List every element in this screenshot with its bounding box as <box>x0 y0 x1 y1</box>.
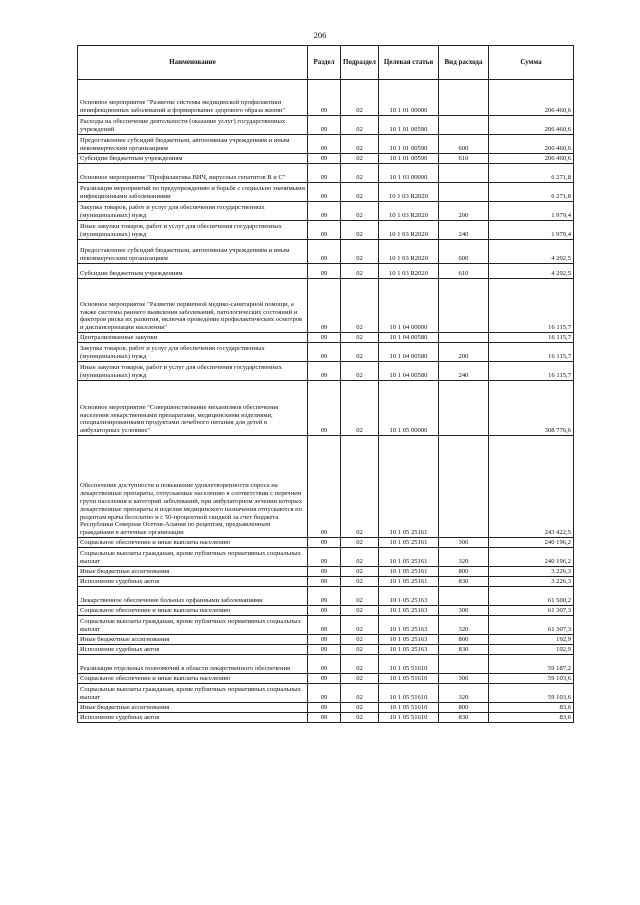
row-name: Социальные выплаты гражданам, кроме публичных нормативных социальных выплат <box>78 548 308 567</box>
row-amount: 240 196,2 <box>489 538 574 548</box>
row-section: 09 <box>308 587 341 606</box>
row-name: Обеспечение доступности и повышение удовлетворенности спроса на лекарственные препараты, отпускаемые населению в соответствии с перечнем групп населения и категорий заболеваний, при амбулаторном лечении которых лекарственные препараты и изделия медицинского назначения отпускаются по рецептам врача бесплатно и с 50-процентной скидкой за счет бюджета Республики Северная Осетия-Алания по рецептам, предъявленным гражданами в аптечные организации <box>78 436 308 538</box>
row-section: 09 <box>308 116 341 135</box>
row-subsection: 02 <box>341 684 379 703</box>
table-row <box>78 154 574 164</box>
row-name: Основное мероприятие "Развитие первичной медико-санитарной помощи, а также системы раннего выявления заболеваний, патологических состояний и факторов риска их развития, включая проведение профилактических осмотров и диспансеризации населения" <box>78 279 308 333</box>
row-section: 09 <box>308 635 341 645</box>
row-exp-type <box>439 279 489 333</box>
row-amount: 3 226,3 <box>489 567 574 577</box>
row-target: 10 1 05 25161 <box>379 567 439 577</box>
table-row <box>78 713 574 723</box>
table-row <box>78 635 574 645</box>
row-exp-type: 800 <box>439 635 489 645</box>
row-exp-type: 320 <box>439 548 489 567</box>
header-section: Раздел <box>308 46 341 80</box>
row-name: Иные закупки товаров, работ и услуг для обеспечения государственных (муниципальных) нужд <box>78 221 308 240</box>
table-row <box>78 183 574 202</box>
row-section: 09 <box>308 164 341 183</box>
row-section: 09 <box>308 333 341 343</box>
row-exp-type <box>439 436 489 538</box>
row-section: 09 <box>308 436 341 538</box>
row-section: 09 <box>308 202 341 221</box>
row-subsection: 02 <box>341 183 379 202</box>
page-number: 206 <box>313 30 327 40</box>
row-target: 10 1 04 00000 <box>379 279 439 333</box>
row-amount: 240 196,2 <box>489 548 574 567</box>
row-exp-type: 600 <box>439 135 489 154</box>
row-exp-type <box>439 183 489 202</box>
row-amount: 83,6 <box>489 703 574 713</box>
row-subsection: 02 <box>341 635 379 645</box>
row-section: 09 <box>308 183 341 202</box>
row-section: 09 <box>308 645 341 655</box>
row-exp-type: 830 <box>439 645 489 655</box>
row-name: Реализация отдельных полномочий в области лекарственного обеспечения <box>78 655 308 674</box>
row-exp-type: 320 <box>439 616 489 635</box>
table-row <box>78 684 574 703</box>
table-row <box>78 674 574 684</box>
table-row <box>78 221 574 240</box>
table-row <box>78 279 574 333</box>
row-subsection: 02 <box>341 221 379 240</box>
row-name: Социальное обеспечение и иные выплаты населению <box>78 538 308 548</box>
row-amount: 192,9 <box>489 645 574 655</box>
table-row <box>78 587 574 606</box>
row-target: 10 1 05 25161 <box>379 436 439 538</box>
header-subsection: Подраздел <box>341 46 379 80</box>
row-amount: 16 115,7 <box>489 343 574 362</box>
row-exp-type <box>439 381 489 436</box>
row-target: 10 1 03 R2020 <box>379 221 439 240</box>
table-row <box>78 538 574 548</box>
row-target: 10 1 05 51610 <box>379 703 439 713</box>
row-name: Исполнение судебных актов <box>78 645 308 655</box>
header-name: Наименование <box>78 46 308 80</box>
row-subsection: 02 <box>341 264 379 279</box>
table-row <box>78 655 574 674</box>
row-amount: 16 115,7 <box>489 279 574 333</box>
row-subsection: 02 <box>341 279 379 333</box>
table-row <box>78 548 574 567</box>
row-amount: 3 226,3 <box>489 577 574 587</box>
row-target: 10 1 04 00580 <box>379 343 439 362</box>
row-exp-type: 610 <box>439 264 489 279</box>
row-section: 09 <box>308 221 341 240</box>
row-target: 10 1 05 51610 <box>379 684 439 703</box>
row-amount: 61 500,2 <box>489 587 574 606</box>
row-exp-type: 600 <box>439 240 489 264</box>
row-exp-type <box>439 80 489 116</box>
table-row <box>78 703 574 713</box>
row-exp-type: 610 <box>439 154 489 164</box>
row-exp-type: 240 <box>439 221 489 240</box>
row-name: Централизованные закупки <box>78 333 308 343</box>
row-target: 10 1 05 51610 <box>379 713 439 723</box>
table-row <box>78 436 574 538</box>
row-section: 09 <box>308 616 341 635</box>
row-subsection: 02 <box>341 436 379 538</box>
row-name: Субсидии бюджетным учреждениям <box>78 264 308 279</box>
row-name: Иные бюджетные ассигнования <box>78 567 308 577</box>
row-target: 10 1 01 00590 <box>379 135 439 154</box>
row-subsection: 02 <box>341 164 379 183</box>
table-row <box>78 567 574 577</box>
row-target: 10 1 05 25161 <box>379 548 439 567</box>
row-amount: 1 979,4 <box>489 202 574 221</box>
row-subsection: 02 <box>341 655 379 674</box>
budget-table <box>77 45 574 723</box>
row-name: Предоставление субсидий бюджетным, автономным учреждениям и иным некоммерческим организациям <box>78 135 308 154</box>
row-subsection: 02 <box>341 240 379 264</box>
row-amount: 4 292,5 <box>489 240 574 264</box>
row-section: 09 <box>308 674 341 684</box>
row-name: Социальные выплаты гражданам, кроме публичных нормативных социальных выплат <box>78 684 308 703</box>
row-subsection: 02 <box>341 548 379 567</box>
row-target: 10 1 03 R2020 <box>379 183 439 202</box>
row-exp-type: 200 <box>439 343 489 362</box>
row-section: 09 <box>308 362 341 381</box>
table-row <box>78 80 574 116</box>
row-subsection: 02 <box>341 116 379 135</box>
row-name: Предоставление субсидий бюджетным, автономным учреждениям и иным некоммерческим организациям <box>78 240 308 264</box>
table-row <box>78 616 574 635</box>
row-subsection: 02 <box>341 577 379 587</box>
row-target: 10 1 05 25161 <box>379 577 439 587</box>
row-amount: 59 187,2 <box>489 655 574 674</box>
table-row <box>78 135 574 154</box>
row-subsection: 02 <box>341 202 379 221</box>
row-exp-type: 320 <box>439 684 489 703</box>
row-name: Расходы на обеспечение деятельности (оказание услуг) государственных учреждений <box>78 116 308 135</box>
row-subsection: 02 <box>341 362 379 381</box>
row-subsection: 02 <box>341 616 379 635</box>
row-subsection: 02 <box>341 154 379 164</box>
table-row <box>78 362 574 381</box>
row-amount: 16 115,7 <box>489 362 574 381</box>
table-row <box>78 240 574 264</box>
row-name: Лекарственное обеспечение больных орфанными заболеваниями <box>78 587 308 606</box>
row-section: 09 <box>308 343 341 362</box>
row-section: 09 <box>308 279 341 333</box>
header-exp-type: Вид расхода <box>439 46 489 80</box>
row-target: 10 1 04 00580 <box>379 333 439 343</box>
row-subsection: 02 <box>341 80 379 116</box>
table-header-row <box>78 46 574 80</box>
row-name: Социальное обеспечение и иные выплаты населению <box>78 674 308 684</box>
row-amount: 61 307,3 <box>489 606 574 616</box>
row-exp-type <box>439 587 489 606</box>
row-exp-type <box>439 164 489 183</box>
row-section: 09 <box>308 154 341 164</box>
row-exp-type: 830 <box>439 577 489 587</box>
row-amount: 192,9 <box>489 635 574 645</box>
row-amount: 6 271,8 <box>489 183 574 202</box>
row-target: 10 1 05 25163 <box>379 606 439 616</box>
row-target: 10 1 03 R2020 <box>379 264 439 279</box>
row-target: 10 1 01 00590 <box>379 116 439 135</box>
row-name: Социальные выплаты гражданам, кроме публичных нормативных социальных выплат <box>78 616 308 635</box>
table-row <box>78 164 574 183</box>
row-name: Исполнение судебных актов <box>78 713 308 723</box>
row-amount: 16 115,7 <box>489 333 574 343</box>
table-row <box>78 264 574 279</box>
row-exp-type: 800 <box>439 703 489 713</box>
row-target: 10 1 05 25161 <box>379 538 439 548</box>
row-name: Реализация мероприятий по предупреждению и борьбе с социально значимыми инфекционными заболеваниями <box>78 183 308 202</box>
row-name: Иные бюджетные ассигнования <box>78 635 308 645</box>
row-exp-type: 300 <box>439 538 489 548</box>
row-name: Основное мероприятие "Совершенствование механизмов обеспечения населения лекарственными препаратами, медицинскими изделиями, специализированными продуктами лечебного питания для детей в амбулаторных условиях" <box>78 381 308 436</box>
row-amount: 1 979,4 <box>489 221 574 240</box>
row-exp-type <box>439 333 489 343</box>
row-target: 10 1 05 25163 <box>379 635 439 645</box>
row-section: 09 <box>308 703 341 713</box>
row-target: 10 1 03 R2020 <box>379 240 439 264</box>
row-target: 10 1 01 00590 <box>379 154 439 164</box>
table-row <box>78 381 574 436</box>
table-row <box>78 577 574 587</box>
row-subsection: 02 <box>341 645 379 655</box>
row-amount: 206 460,6 <box>489 80 574 116</box>
row-section: 09 <box>308 548 341 567</box>
row-section: 09 <box>308 713 341 723</box>
row-amount: 206 460,6 <box>489 154 574 164</box>
row-amount: 83,6 <box>489 713 574 723</box>
header-target: Целевая статья <box>379 46 439 80</box>
row-section: 09 <box>308 381 341 436</box>
row-name: Закупка товаров, работ и услуг для обеспечения государственных (муниципальных) нужд <box>78 202 308 221</box>
row-exp-type: 800 <box>439 567 489 577</box>
row-section: 09 <box>308 80 341 116</box>
row-name: Исполнение судебных актов <box>78 577 308 587</box>
row-target: 10 1 01 00000 <box>379 80 439 116</box>
row-amount: 308 776,6 <box>489 381 574 436</box>
row-target: 10 1 05 00000 <box>379 381 439 436</box>
row-target: 10 1 04 00580 <box>379 362 439 381</box>
row-subsection: 02 <box>341 674 379 684</box>
row-name: Социальное обеспечение и иные выплаты населению <box>78 606 308 616</box>
row-subsection: 02 <box>341 538 379 548</box>
row-subsection: 02 <box>341 333 379 343</box>
row-target: 10 1 05 25163 <box>379 616 439 635</box>
table-row <box>78 606 574 616</box>
table-row <box>78 202 574 221</box>
row-name: Основное мероприятие "Профилактика ВИЧ, вирусных гепатитов В и С" <box>78 164 308 183</box>
row-name: Основное мероприятие "Развитие системы медицинской профилактики неинфекционных заболеваний и формирование здорового образа жизни" <box>78 80 308 116</box>
row-name: Закупка товаров, работ и услуг для обеспечения государственных (муниципальных) нужд <box>78 343 308 362</box>
row-amount: 4 292,5 <box>489 264 574 279</box>
row-amount: 206 460,6 <box>489 116 574 135</box>
row-section: 09 <box>308 240 341 264</box>
table-row <box>78 333 574 343</box>
row-subsection: 02 <box>341 606 379 616</box>
row-subsection: 02 <box>341 567 379 577</box>
row-exp-type: 200 <box>439 202 489 221</box>
row-section: 09 <box>308 684 341 703</box>
row-exp-type: 300 <box>439 674 489 684</box>
row-exp-type: 830 <box>439 713 489 723</box>
row-section: 09 <box>308 577 341 587</box>
row-target: 10 1 05 51610 <box>379 674 439 684</box>
row-exp-type <box>439 655 489 674</box>
row-exp-type: 240 <box>439 362 489 381</box>
row-subsection: 02 <box>341 135 379 154</box>
row-section: 09 <box>308 606 341 616</box>
row-name: Иные закупки товаров, работ и услуг для обеспечения государственных (муниципальных) нужд <box>78 362 308 381</box>
row-subsection: 02 <box>341 343 379 362</box>
row-section: 09 <box>308 135 341 154</box>
row-name: Иные бюджетные ассигнования <box>78 703 308 713</box>
table-row <box>78 343 574 362</box>
row-subsection: 02 <box>341 381 379 436</box>
row-amount: 243 422,5 <box>489 436 574 538</box>
row-section: 09 <box>308 264 341 279</box>
row-section: 09 <box>308 655 341 674</box>
row-target: 10 1 03 00000 <box>379 164 439 183</box>
row-name: Субсидии бюджетным учреждениям <box>78 154 308 164</box>
row-section: 09 <box>308 538 341 548</box>
row-subsection: 02 <box>341 703 379 713</box>
table-row <box>78 645 574 655</box>
row-section: 09 <box>308 567 341 577</box>
row-amount: 61 307,3 <box>489 616 574 635</box>
row-amount: 59 103,6 <box>489 674 574 684</box>
header-amount: Сумма <box>489 46 574 80</box>
row-target: 10 1 05 25163 <box>379 587 439 606</box>
row-target: 10 1 05 25163 <box>379 645 439 655</box>
row-amount: 206 460,6 <box>489 135 574 154</box>
row-subsection: 02 <box>341 713 379 723</box>
row-exp-type: 300 <box>439 606 489 616</box>
row-exp-type <box>439 116 489 135</box>
table-row <box>78 116 574 135</box>
row-amount: 6 271,8 <box>489 164 574 183</box>
row-target: 10 1 05 51610 <box>379 655 439 674</box>
row-target: 10 1 03 R2020 <box>379 202 439 221</box>
row-amount: 59 103,6 <box>489 684 574 703</box>
row-subsection: 02 <box>341 587 379 606</box>
